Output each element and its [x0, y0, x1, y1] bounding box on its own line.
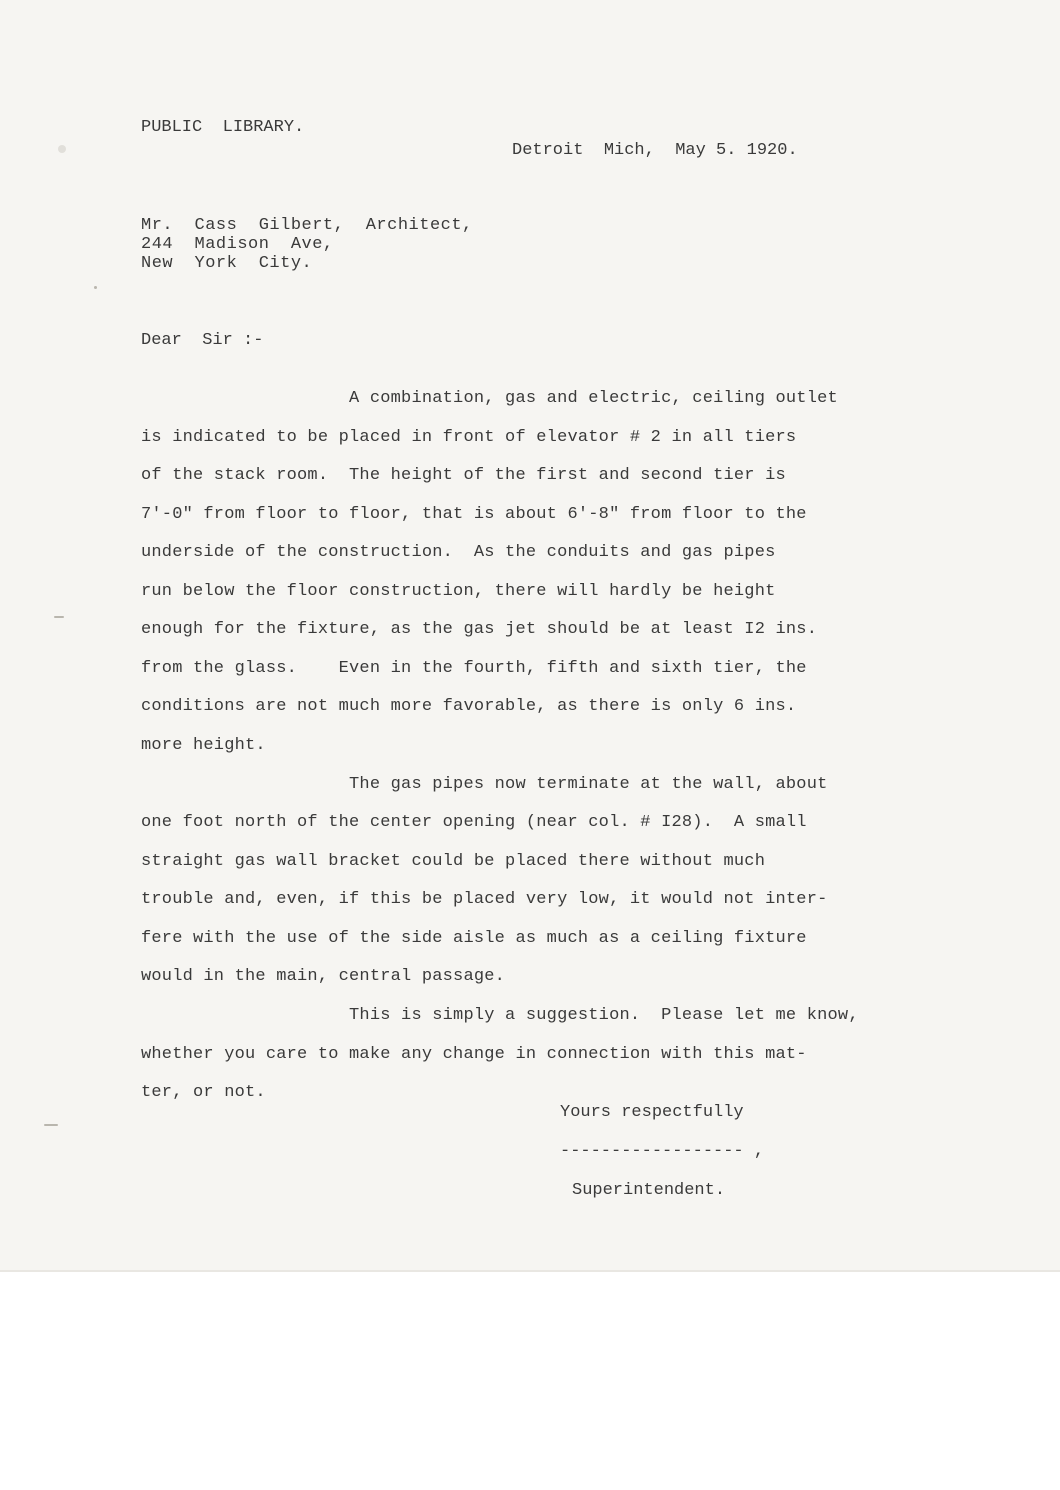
body-line: whether you care to make any change in connection with this mat- [141, 1045, 807, 1064]
recipient-name-line: Mr. Cass Gilbert, Architect, [141, 216, 473, 235]
body-line: trouble and, even, if this be placed very low, it would not inter- [141, 890, 828, 909]
stray-dot-mark [94, 286, 97, 289]
body-line: would in the main, central passage. [141, 967, 506, 986]
signature-line: ------------------ , [560, 1142, 765, 1161]
complimentary-close: Yours respectfully [560, 1103, 744, 1122]
body-line: from the glass. Even in the fourth, fifth and sixth tier, the [141, 659, 807, 678]
salutation: Dear Sir :- [141, 331, 264, 350]
body-line: This is simply a suggestion. Please let me know, [141, 1006, 859, 1025]
body-line: run below the floor construction, there will hardly be height [141, 582, 776, 601]
body-line: The gas pipes now terminate at the wall, about [141, 775, 828, 794]
body-line: of the stack room. The height of the first and second tier is [141, 466, 786, 485]
body-line: straight gas wall bracket could be placed there without much [141, 852, 766, 871]
punch-hole-mark [44, 1124, 58, 1126]
paper-bottom-edge [0, 1270, 1060, 1272]
recipient-city-line: New York City. [141, 254, 313, 273]
letter-place-date: Detroit Mich, May 5. 1920. [512, 141, 798, 160]
body-line: enough for the fixture, as the gas jet should be at least I2 ins. [141, 620, 818, 639]
body-line: underside of the construction. As the conduits and gas pipes [141, 543, 776, 562]
body-line: ter, or not. [141, 1083, 266, 1102]
body-line: fere with the use of the side aisle as much as a ceiling fixture [141, 929, 807, 948]
body-line: 7'-0" from floor to floor, that is about 6'-8" from floor to the [141, 505, 807, 524]
punch-hole-mark [54, 616, 64, 618]
signer-title: Superintendent. [572, 1181, 726, 1200]
letterhead-organization: PUBLIC LIBRARY. [141, 118, 305, 137]
body-line: A combination, gas and electric, ceiling outlet [141, 389, 838, 408]
body-line: one foot north of the center opening (near col. # I28). A small [141, 813, 807, 832]
recipient-street-line: 244 Madison Ave, [141, 235, 334, 254]
body-line: is indicated to be placed in front of elevator # 2 in all tiers [141, 428, 797, 447]
margin-smudge-mark [58, 145, 66, 153]
body-line: conditions are not much more favorable, as there is only 6 ins. [141, 697, 797, 716]
body-line: more height. [141, 736, 266, 755]
